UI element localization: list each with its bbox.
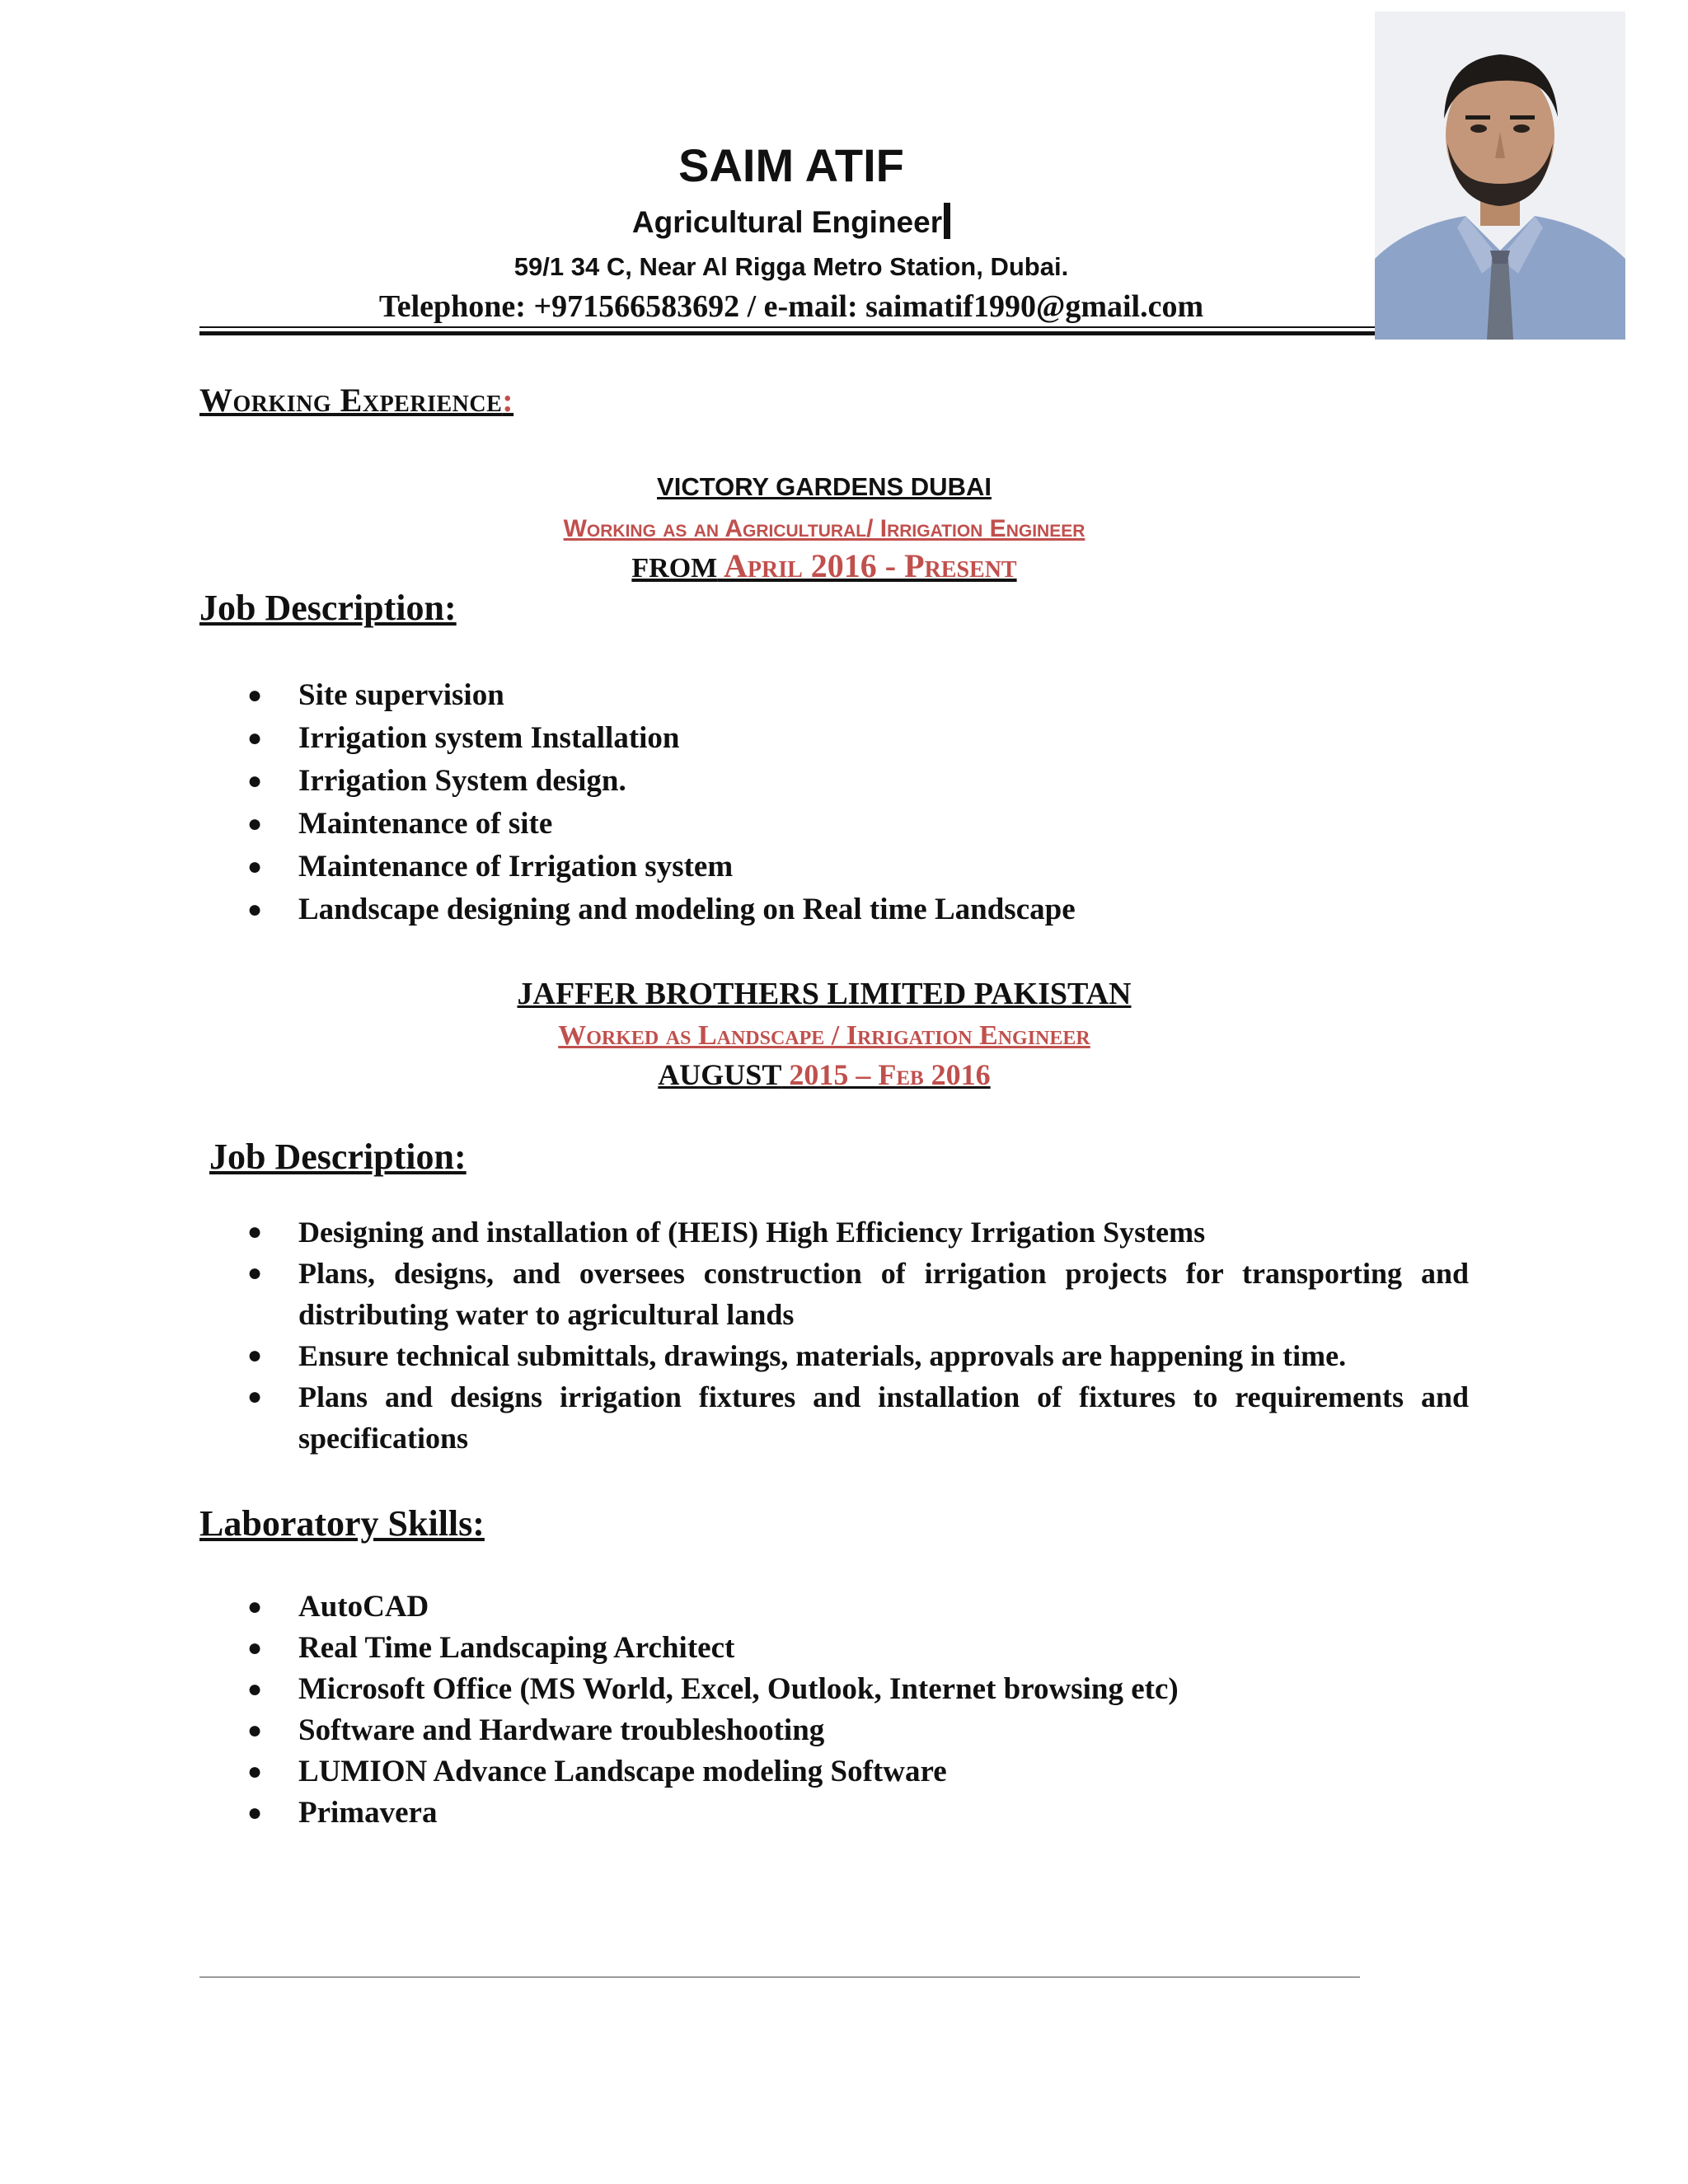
list-item [247,1710,1535,1751]
role-text: Agricultural Engineer [631,205,943,239]
bullet-icon: ● [247,767,263,794]
bullet-icon: ● [247,853,263,880]
list-item [247,1253,1469,1335]
candidate-name: SAIM ATIF [678,139,904,191]
list-item-text: Microsoft Office (MS World, Excel, Outlook, Internet browsing etc) [298,1672,1179,1706]
working-experience-heading [199,381,513,419]
bullet-icon: ● [247,1717,263,1744]
candidate-role [363,203,1220,240]
job1-title: Working as an Agricultural/ Irrigation Engineer [563,515,1085,542]
list-item-text: Primavera [298,1796,438,1830]
bullet-icon: ● [247,1259,263,1286]
job2-description-heading: Job Description: [209,1137,467,1177]
list-item-text: Designing and installation of (HEIS) High Efficiency Irrigation Systems [298,1216,1206,1249]
job2-dates [330,1057,1319,1092]
list-item [247,1751,1535,1793]
laboratory-skills-heading: Laboratory Skills: [199,1503,485,1544]
header-divider-thick [199,331,1489,335]
list-item [247,674,1535,717]
bullet-icon: ● [247,1634,263,1661]
job1-company: VICTORY GARDENS DUBAI [657,472,992,501]
list-item [247,1793,1535,1834]
bullet-icon: ● [247,724,263,752]
bullet-icon: ● [247,1383,263,1410]
profile-photo [1375,12,1625,340]
portrait-illustration [1375,12,1625,340]
list-item-text: Ensure technical submittals, drawings, materials, approvals are happening in time. [298,1339,1347,1372]
candidate-address: 59/1 34 C, Near Al Rigga Metro Station, Dubai. [513,252,1069,281]
list-item-text: Maintenance of site [298,807,553,841]
list-item-text: Plans and designs irrigation fixtures and installation of fixtures to requirements and specifications [298,1380,1469,1455]
list-item-text: Real Time Landscaping Architect [298,1631,735,1665]
list-item-text: LUMION Advance Landscape modeling Software [298,1755,947,1788]
list-item-text: AutoCAD [298,1590,429,1624]
list-item-text: Site supervision [298,678,504,712]
list-item [247,1212,1469,1253]
list-item [247,846,1535,888]
job1-description-heading: Job Description: [199,588,457,628]
job1-dates [330,546,1319,585]
list-item [247,760,1535,803]
heading-colon: : [502,382,514,419]
list-item-text: Irrigation System design. [298,764,626,798]
list-item [247,717,1535,760]
bullet-icon: ● [247,1675,263,1703]
bullet-icon: ● [247,1593,263,1620]
bullet-icon: ● [247,896,263,923]
text-cursor [944,203,950,239]
job1-duties-list [247,674,1535,931]
list-item-text: Irrigation system Installation [298,721,680,755]
list-item [247,1628,1535,1669]
working-experience-heading-text: Working Experience [199,382,503,419]
bullet-icon: ● [247,1799,263,1826]
header-divider-thin [199,326,1489,328]
list-item-text: Maintenance of Irrigation system [298,850,734,883]
list-item [247,1669,1535,1710]
bullet-icon: ● [247,1758,263,1785]
job2-dates-range: 2015 – Feb 2016 [781,1058,991,1091]
list-item [247,803,1535,846]
list-item-text: Landscape designing and modeling on Real time Landscape [298,893,1076,926]
laboratory-skills-list [247,1586,1535,1834]
job1-dates-range: April 2016 - Present [717,547,1017,584]
footer-divider [199,1976,1360,1978]
job2-title: Worked as Landscape / Irrigation Engineer [558,1020,1090,1051]
list-item-text: Plans, designs, and oversees construction of irrigation projects for transporting and distributing water to agricultural lands [298,1257,1469,1331]
bullet-icon: ● [247,810,263,837]
list-item [247,1586,1535,1628]
job2-company: JAFFER BROTHERS LIMITED PAKISTAN [517,977,1132,1011]
candidate-contact: Telephone: +971566583692 / e-mail: saimatif1990@gmail.com [378,289,1204,324]
job2-dates-prefix: AUGUST [658,1058,782,1091]
job1-dates-prefix: FROM [631,553,718,583]
bullet-icon: ● [247,682,263,709]
list-item-text: Software and Hardware troubleshooting [298,1713,825,1747]
list-item [247,1376,1469,1459]
bullet-icon: ● [247,1218,263,1245]
bullet-icon: ● [247,1342,263,1369]
list-item [247,1335,1469,1376]
list-item [247,888,1535,931]
job2-duties-list [247,1212,1469,1459]
